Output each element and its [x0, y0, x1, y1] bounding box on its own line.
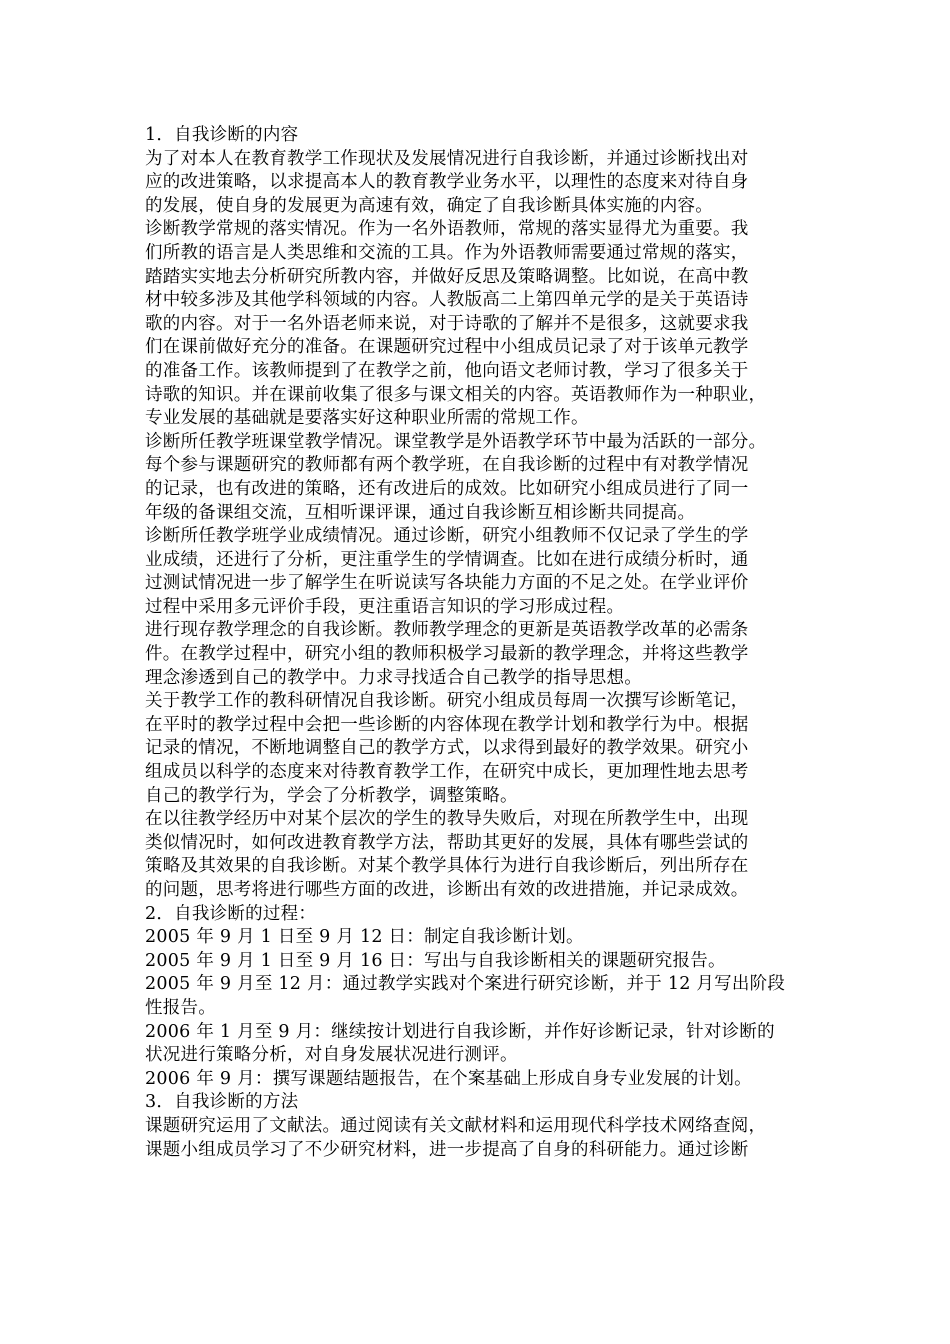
paragraph-line: 关于教学工作的教科研情况自我诊断。研究小组成员每周一次撰写诊断笔记， — [145, 691, 749, 712]
paragraph-line: 诗歌的知识。并在课前收集了很多与课文相关的内容。英语教师作为一种职业， — [145, 384, 767, 405]
paragraph-line: 的记录，也有改进的策略，还有改进后的成效。比如研究小组成员进行了同一 — [145, 478, 749, 499]
paragraph-line: 踏踏实实地去分析研究所教内容，并做好反思及策略调整。比如说，在高中教 — [145, 266, 749, 287]
paragraph-line: 过程中采用多元评价手段，更注重语言知识的学习形成过程。 — [145, 596, 625, 617]
schedule-item: 2005 年 9 月 1 日至 9 月 16 日：写出与自我诊断相关的课题研究报告。 — [145, 950, 726, 971]
paragraph-line: 歌的内容。对于一名外语老师来说，对于诗歌的了解并不是很多，这就要求我 — [145, 313, 749, 334]
paragraph-line: 诊断教学常规的落实情况。作为一名外语教师，常规的落实显得尤为重要。我 — [145, 219, 749, 240]
paragraph-line: 理念渗透到自己的教学中。力求寻找适合自己教学的指导思想。 — [145, 667, 642, 688]
paragraph-line: 记录的情况，不断地调整自己的教学方式，以求得到最好的教学效果。研究小 — [145, 738, 749, 759]
schedule-item: 2005 年 9 月至 12 月：通过教学实践对个案进行研究诊断，并于 12 月写出阶段 — [145, 974, 786, 995]
paragraph-line: 过测试情况进一步了解学生在听说读写各块能力方面的不足之处。在学业评价 — [145, 573, 749, 594]
paragraph-line: 每个参与课题研究的教师都有两个教学班，在自我诊断的过程中有对教学情况 — [145, 455, 749, 476]
paragraph-line: 自己的教学行为，学会了分析教学，调整策略。 — [145, 785, 518, 806]
heading-section-2: 2．自我诊断的过程： — [145, 903, 317, 924]
paragraph-line: 专业发展的基础就是要落实好这种职业所需的常规工作。 — [145, 408, 589, 429]
paragraph-line: 件。在教学过程中，研究小组的教师积极学习最新的教学理念，并将这些教学 — [145, 644, 749, 665]
paragraph-line: 组成员以科学的态度来对待教育教学工作，在研究中成长，更加理性地去思考 — [145, 762, 749, 783]
paragraph-line: 业成绩，还进行了分析，更注重学生的学情调查。比如在进行成绩分析时，通 — [145, 549, 749, 570]
paragraph-line: 的发展，使自身的发展更为高速有效，确定了自我诊断具体实施的内容。 — [145, 195, 713, 216]
schedule-item: 2005 年 9 月 1 日至 9 月 12 日：制定自我诊断计划。 — [145, 927, 584, 948]
paragraph-line: 诊断所任教学班学业成绩情况。通过诊断，研究小组教师不仅记录了学生的学 — [145, 526, 749, 547]
paragraph-line: 的问题，思考将进行哪些方面的改进，诊断出有效的改进措施，并记录成效。 — [145, 880, 749, 900]
schedule-item: 2006 年 1 月至 9 月：继续按计划进行自我诊断，并作好诊断记录，针对诊断的 — [145, 1021, 775, 1042]
paragraph-line: 们在课前做好充分的准备。在课题研究过程中小组成员记录了对于该单元教学 — [145, 337, 749, 358]
paragraph-line: 们所教的语言是人类思维和交流的工具。作为外语教师需要通过常规的落实， — [145, 242, 749, 263]
paragraph-line: 策略及其效果的自我诊断。对某个教学具体行为进行自我诊断后，列出所存在 — [145, 856, 749, 877]
paragraph-line: 诊断所任教学班课堂教学情况。课堂教学是外语教学环节中最为活跃的一部分。 — [145, 431, 767, 452]
paragraph-line: 应的改进策略，以求提高本人的教育教学业务水平，以理性的态度来对待自身 — [145, 172, 749, 193]
heading-section-1: 1．自我诊断的内容 — [145, 125, 299, 145]
paragraph-line: 课题小组成员学习了不少研究材料，进一步提高了自身的科研能力。通过诊断 — [145, 1139, 749, 1160]
paragraph-line: 课题研究运用了文献法。通过阅读有关文献材料和运用现代科学技术网络查阅， — [145, 1115, 767, 1136]
paragraph-line: 进行现存教学理念的自我诊断。教师教学理念的更新是英语教学改革的必需条 — [145, 620, 749, 641]
paragraph-line: 类似情况时，如何改进教育教学方法，帮助其更好的发展，具体有哪些尝试的 — [145, 832, 749, 853]
schedule-item: 状况进行策略分析，对自身发展状况进行测评。 — [145, 1045, 518, 1066]
schedule-item: 性报告。 — [145, 997, 216, 1018]
paragraph-line: 在以往教学经历中对某个层次的学生的教导失败后，对现在所教学生中，出现 — [145, 809, 749, 830]
paragraph-line: 的准备工作。该教师提到了在教学之前，他向语文老师讨教，学习了很多关于 — [145, 360, 749, 381]
schedule-item: 2006 年 9 月：撰写课题结题报告，在个案基础上形成自身专业发展的计划。 — [145, 1068, 752, 1089]
paragraph-line: 在平时的教学过程中会把一些诊断的内容体现在教学计划和教学行为中。根据 — [145, 714, 749, 735]
document-body — [145, 124, 813, 1162]
paragraph-line: 年级的备课组交流，互相听课评课，通过自我诊断互相诊断共同提高。 — [145, 502, 696, 523]
heading-section-3: 3．自我诊断的方法 — [145, 1092, 299, 1113]
paragraph-line: 材中较多涉及其他学科领域的内容。人教版高二上第四单元学的是关于英语诗 — [145, 290, 749, 311]
paragraph-line: 为了对本人在教育教学工作现状及发展情况进行自我诊断，并通过诊断找出对 — [145, 148, 749, 169]
